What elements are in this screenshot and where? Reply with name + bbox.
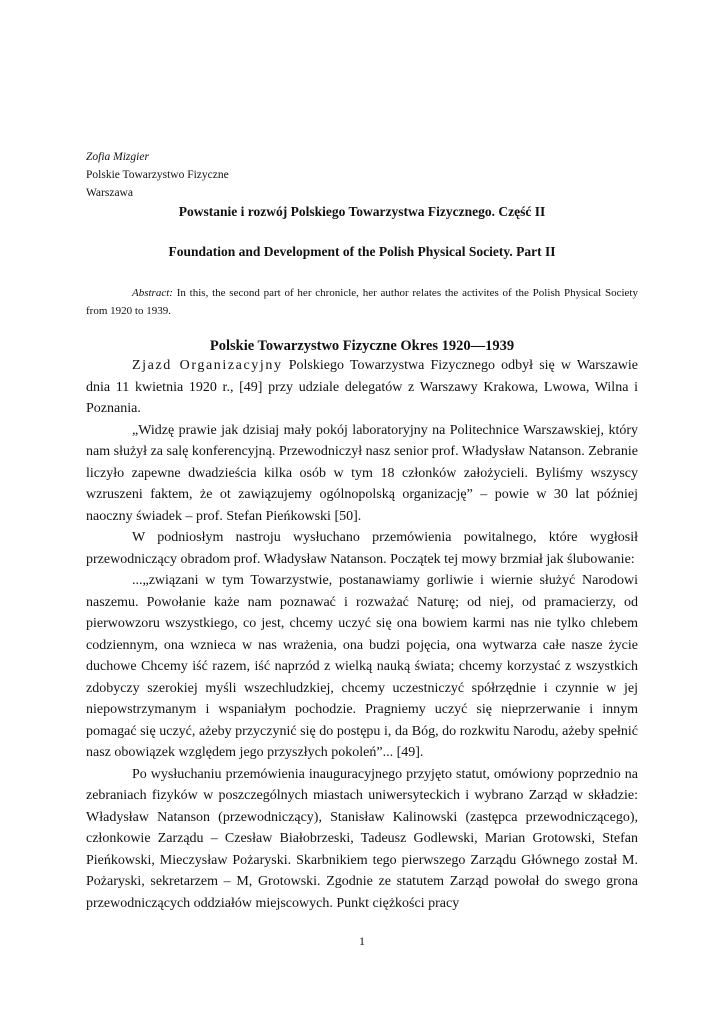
paragraph-1-rest: Polskiego Towarzystwa Fizycznego odbył się w Warszawie dnia 11 kwietnia 1920 r., [49] przy udziale delegatów z Warszawy Krakowa, Lwowa, Wilna i Poznania. bbox=[86, 358, 638, 416]
author-city: Warszawa bbox=[86, 187, 133, 199]
author-name: Zofia Mizgier bbox=[86, 151, 149, 163]
paragraph-5: Po wysłuchaniu przemówienia inauguracyjnego przyjęto statut, omówiony poprzednio na zebraniach fizyków w poszczególnych miastach uniwersyteckich i wybrano Zarząd w składzie: Władysław Natanson (przewodniczący), Stanisław Kalinowski (zastępca przewodniczącego), członkowie Zarządu – Czesław Białobrzeski, Tadeusz Godlewski, Marian Grotowski, Stefan Pieńkowski, Mieczysław Pożaryski. Skarbnikiem tego pierwszego Zarządu Głównego został M. Pożaryski, sekretarzem – M, Grotowski. Zgodnie ze statutem Zarząd powołał do swego grona przewodniczących oddziałów miejscowych. Punkt ciężkości pracy bbox=[86, 766, 638, 911]
author-block bbox=[86, 148, 229, 202]
paragraph-2: „Widzę prawie jak dzisiaj mały pokój laboratoryjny na Politechnice Warszawskiej, który nam służył za salę konferencyjną. Przewodniczył nasz senior prof. Władysław Natanson. Zebranie liczyło zapewne dwadzieścia kilka osób w tym 18 członków założycieli. Byliśmy wszyscy wzruszeni faktem, że ot zawiązujemy ogólnopolską organizację” – powie w 30 lat później naoczny świadek – prof. Stefan Pieńkowski [50]. bbox=[86, 422, 638, 524]
page-number: 1 bbox=[359, 934, 365, 948]
title-polish: Powstanie i rozwój Polskiego Towarzystwa Fizycznego. Część II bbox=[178, 204, 546, 219]
abstract-text: In this, the second part of her chronicle, her author relates the activites of the Polish Physical Society from 1920 to 1939. bbox=[86, 287, 638, 317]
body-text bbox=[86, 355, 638, 914]
abstract-label: Abstract: bbox=[132, 287, 173, 299]
section-heading: Polskie Towarzystwo Fizyczne Okres 1920—1939 bbox=[209, 338, 515, 354]
paragraph-1 bbox=[86, 355, 638, 420]
author-affiliation: Polskie Towarzystwo Fizyczne bbox=[86, 169, 229, 181]
title-english: Foundation and Development of the Polish Physical Society. Part II bbox=[168, 244, 556, 259]
paragraph-3: W podniosłym nastroju wysłuchano przemówienia powitalnego, które wygłosił przewodniczący obradom prof. Władysław Natanson. Początek tej mowy brzmiał jak ślubowanie: bbox=[86, 530, 638, 567]
paragraph-4-quote: ...„związani w tym Towarzystwie, postanawiamy gorliwie i wiernie służyć Narodowi naszemu. Powołanie każe nam poznawać i rozważać Naturę; od niej, od pramacierzy, od pierwowzoru wszystkiego, co jest, chcemy uczyć się ona bowiem karmi nas nie tylko chlebem codziennym, ona wznieca w nas wrażenia, ona budzi pojęcia, ona wytwarza całe nasze życie duchowe Chcemy iść razem, iść naprzód z wielką nauką świata; chcemy korzystać z wszystkich zdobyczy szerokiej myśli wszechludzkiej, chcemy uczestniczyć spółrzędnie i czynnie w jej niepowstrzymanym i wspaniałym pochodzie. Pragniemy uczyć się nieprzerwanie i innym pomagać się uczyć, ażeby przyczynić się do postępu i, da Bóg, do rozkwitu Narodu, ażeby spełnić nasz obowiązek względem jego przyszłych pokoleń”... [49]. bbox=[86, 573, 638, 760]
abstract bbox=[86, 284, 638, 320]
paragraph-1-lead: Zjazd Organizacyjny bbox=[132, 358, 283, 373]
